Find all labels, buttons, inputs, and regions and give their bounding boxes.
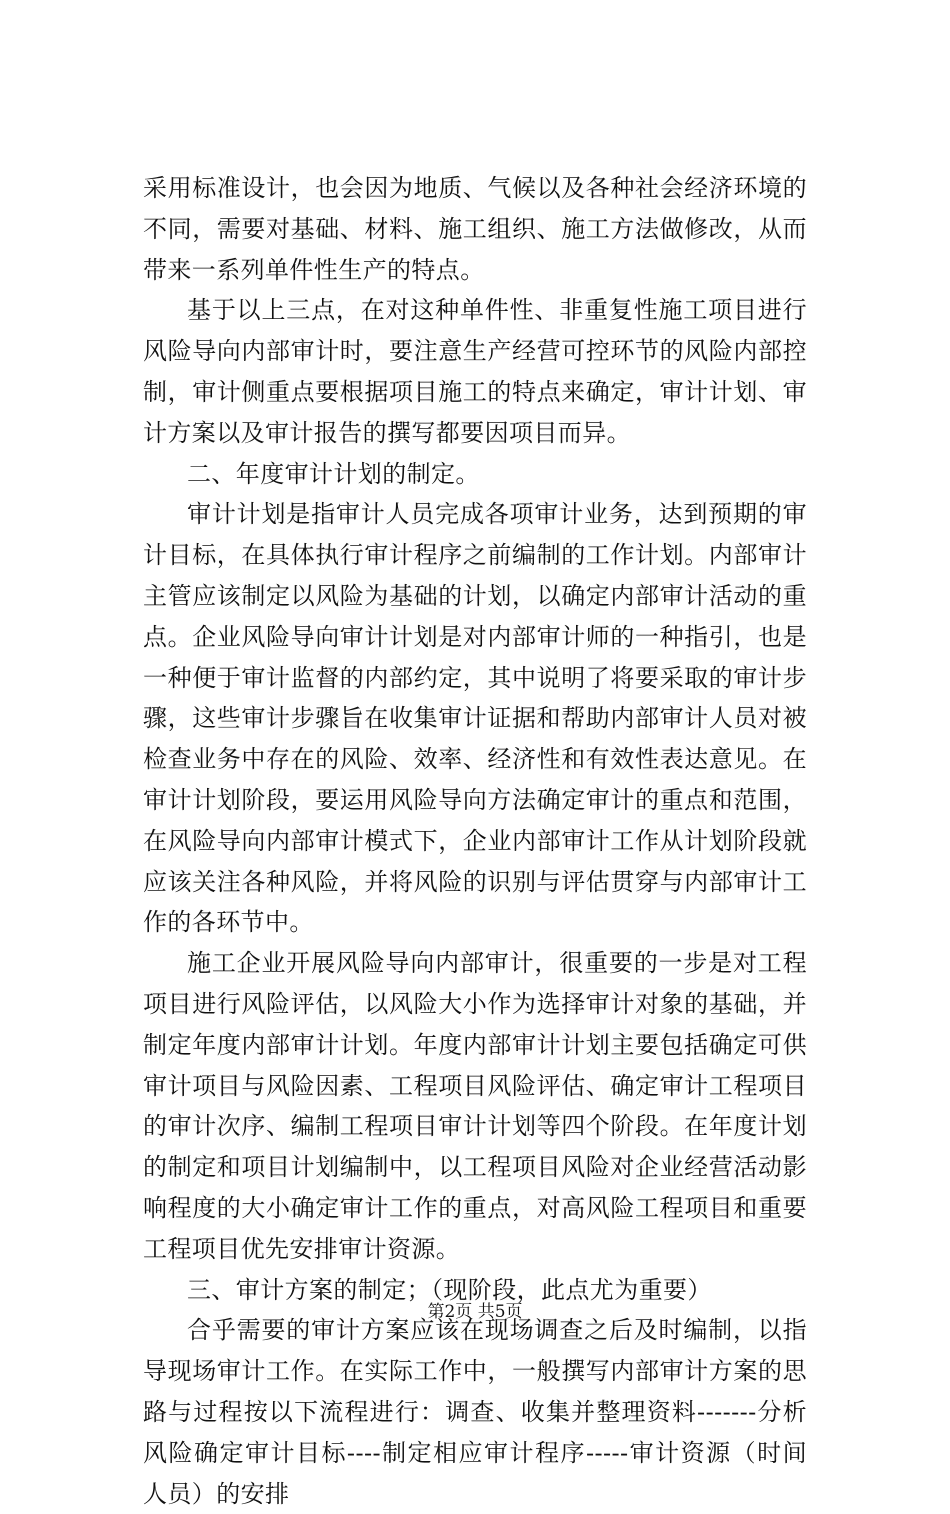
text-line: 点。企业风险导向审计计划是对内部审计师的一种指引，也是 (143, 617, 807, 658)
text-line: 审计计划是指审计人员完成各项审计业务，达到预期的审 (143, 494, 807, 535)
text-line: 作的各环节中。 (143, 902, 807, 943)
text-line: 制定年度内部审计计划。年度内部审计计划主要包括确定可供 (143, 1025, 807, 1066)
text-line: 审计项目与风险因素、工程项目风险评估、确定审计工程项目 (143, 1066, 807, 1107)
text-line: 二、年度审计计划的制定。 (143, 454, 807, 495)
text-line: 导现场审计工作。在实际工作中，一般撰写内部审计方案的思 (143, 1351, 807, 1392)
text-line: 制，审计侧重点要根据项目施工的特点来确定，审计计划、审 (143, 372, 807, 413)
text-line: 应该关注各种风险，并将风险的识别与评估贯穿与内部审计工 (143, 862, 807, 903)
text-line: 风险导向内部审计时，要注意生产经营可控环节的风险内部控 (143, 331, 807, 372)
text-line: 一种便于审计监督的内部约定，其中说明了将要采取的审计步 (143, 658, 807, 699)
text-line: 路与过程按以下流程进行：调查、收集并整理资料-------分析 (143, 1392, 807, 1433)
text-line: 计目标，在具体执行审计程序之前编制的工作计划。内部审计 (143, 535, 807, 576)
text-line: 骤，这些审计步骤旨在收集审计证据和帮助内部审计人员对被 (143, 698, 807, 739)
text-line: 审计计划阶段，要运用风险导向方法确定审计的重点和范围， (143, 780, 807, 821)
text-line: 项目进行风险评估，以风险大小作为选择审计对象的基础，并 (143, 984, 807, 1025)
text-line: 人员）的安排 (143, 1474, 807, 1514)
text-line: 基于以上三点，在对这种单件性、非重复性施工项目进行 (143, 290, 807, 331)
text-line: 主管应该制定以风险为基础的计划，以确定内部审计活动的重 (143, 576, 807, 617)
text-line: 响程度的大小确定审计工作的重点，对高风险工程项目和重要 (143, 1188, 807, 1229)
text-line: 在风险导向内部审计模式下，企业内部审计工作从计划阶段就 (143, 821, 807, 862)
text-line: 三、审计方案的制定；（现阶段，此点尤为重要） (143, 1270, 807, 1311)
text-line: 计方案以及审计报告的撰写都要因项目而异。 (143, 413, 807, 454)
text-line: 带来一系列单件性生产的特点。 (143, 250, 807, 291)
page-footer (0, 1297, 950, 1322)
text-line: 施工企业开展风险导向内部审计，很重要的一步是对工程 (143, 943, 807, 984)
text-line: 采用标准设计，也会因为地质、气候以及各种社会经济环境的 (143, 168, 807, 209)
page-number-label: 第2页 共5页 (427, 1302, 522, 1322)
text-line: 检查业务中存在的风险、效率、经济性和有效性表达意见。在 (143, 739, 807, 780)
text-line: 工程项目优先安排审计资源。 (143, 1229, 807, 1270)
text-line: 风险确定审计目标----制定相应审计程序-----审计资源（时间 (143, 1433, 807, 1474)
text-line: 合乎需要的审计方案应该在现场调查之后及时编制，以指 (143, 1310, 807, 1351)
text-line: 的制定和项目计划编制中，以工程项目风险对企业经营活动影 (143, 1147, 807, 1188)
text-line: 不同，需要对基础、材料、施工组织、施工方法做修改，从而 (143, 209, 807, 250)
text-line: 的审计次序、编制工程项目审计计划等四个阶段。在年度计划 (143, 1106, 807, 1147)
